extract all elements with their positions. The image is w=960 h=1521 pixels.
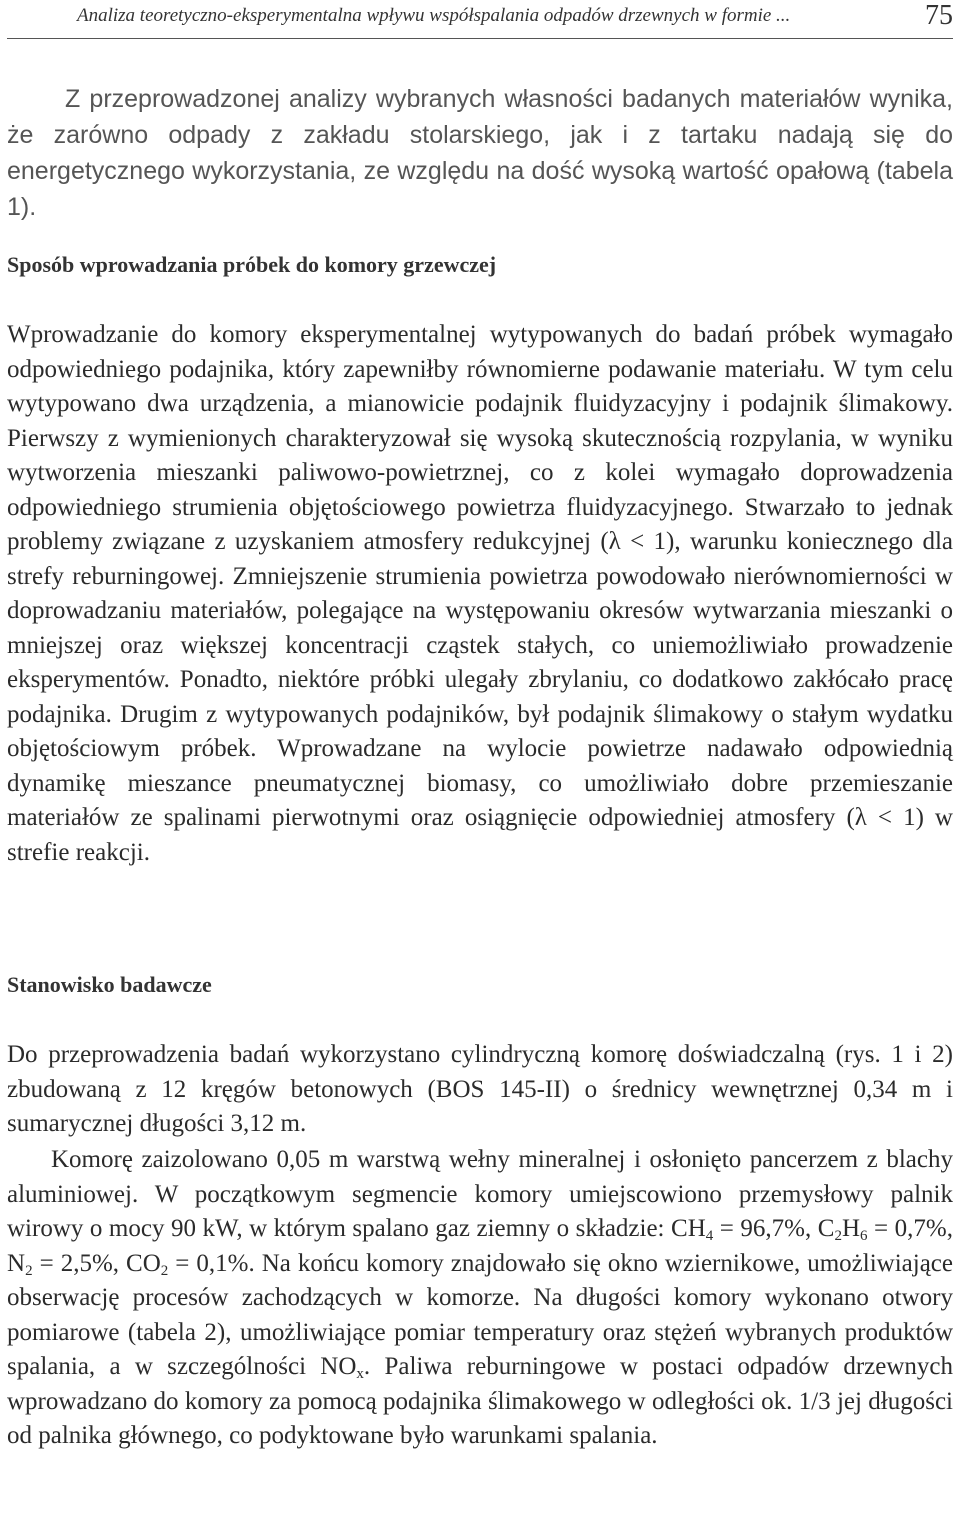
p2-subscript-6: x [356, 1366, 364, 1382]
p2-text-5: = 2,5%, CO [32, 1249, 161, 1277]
p2-text-7: . Paliwa reburningowe w postaci odpadów drzewnych wprowadzano do komory za pomocą podajnika ślimakowego w odległości ok. 1/3 jej długości od palnika głównego, co podyktowane było warunkami spalania. [7, 1353, 953, 1449]
p2-text-1: Komorę zaizolowano 0,05 m warstwą wełny mineralnej i osłonięto pancerzem z blachy aluminiowej. W początkowym segmencie komory umiejscowiono przemysłowy palnik wirowy o mocy 90 kW, w którym spalano gaz ziemny o składzie: CH [7, 1146, 953, 1242]
running-header [7, 0, 953, 39]
p2-subscript-2: 2 [834, 1228, 842, 1244]
paragraph-sample-feeding: Wprowadzanie do komory eksperymentalnej wytypowanych do badań próbek wymagało odpowiedniego podajnika, który zapewniłby równomierne podawanie materiału. W tym celu wytypowano dwa urządzenia, a mianowicie podajnik fluidyzacyjny i podajnik ślimakowy. Pierwszy z wymienionych charakteryzował się wysoką skutecznością rozpylania, w wyniku wytworzenia mieszanki paliwowo-powietrznej, co z kolei wymagało doprowadzenia odpowiedniego strumienia objętościowego powietrza fluidyzacyjnego. Stwarzało to jednak problemy związane z uzyskaniem atmosfery redukcyjnej (λ < 1), warunku koniecznego dla strefy reburningowej. Zmniejszenie strumienia powietrza powodowało nierównomierności w doprowadzaniu materiałów, polegające na występowaniu okresów wytwarzania mieszanki o mniejszej oraz większej koncentracji cząstek stałych, co uniemożliwiało prowadzenie eksperymentów. Ponadto, niektóre próbki ulegały zbrylaniu, co dodatkowo zakłócało pracę podajnika. Drugim z wytypowanych podajników, był podajnik ślimakowy o stałym wydatku objętościowym próbek. Wprowadzane na wylocie powietrze nadawało odpowiednią dynamikę mieszance pneumatycznej biomasy, co umożliwiało dobre przemieszanie materiałów ze spalinami pierwotnymi oraz osiągnięcie odpowiedniej atmosfery (λ < 1) w strefie reakcji. [7, 321, 953, 866]
intro-paragraph: Z przeprowadzonej analizy wybranych własności badanych materiałów wynika, że zarówno odpady z zakładu stolarskiego, jak i z tartaku nadają się do energetycznego wykorzystania, ze względu na dość wysoką wartość opałową (tabela 1). [7, 85, 953, 221]
section-heading-sample-feeding: Sposób wprowadzania próbek do komory grzewczej [7, 252, 497, 277]
p2-text-3: H [841, 1215, 860, 1242]
p2-subscript-4: 2 [25, 1262, 33, 1279]
section-heading-test-stand: Stanowisko badawcze [7, 972, 212, 997]
p2-subscript-1: 4 [705, 1228, 714, 1244]
paragraph-test-stand-2 [7, 1143, 953, 1454]
p2-subscript-3: 6 [860, 1228, 868, 1244]
paragraph-test-stand-1: Do przeprowadzenia badań wykorzystano cylindryczną komorę doświadczalną (rys. 1 i 2) zbudowaną z 12 kręgów betonowych (BOS 145-II) o średnicy wewnętrznej 0,34 m i sumarycznej długości 3,12 m. [7, 1041, 953, 1137]
p2-subscript-5: 2 [160, 1262, 169, 1279]
running-title: Analiza teoretyczno-eksperymentalna wpływu współspalania odpadów drzewnych w formie ... [77, 5, 791, 26]
p2-text-2: = 96,7%, C [713, 1215, 835, 1242]
p2-text-4: = 0,7%, N [7, 1215, 953, 1277]
p2-text-6: = 0,1%. Na końcu komory znajdowało się okno wziernikowe, umożliwiające obserwację procesów zachodzących w komorze. Na długości komory wykonano otwory pomiarowe (tabela 2), umożliwiające pomiar temperatury oraz stężeń wybranych produktów spalania, a w szczególności NO [7, 1249, 953, 1380]
page-number: 75 [925, 0, 953, 31]
